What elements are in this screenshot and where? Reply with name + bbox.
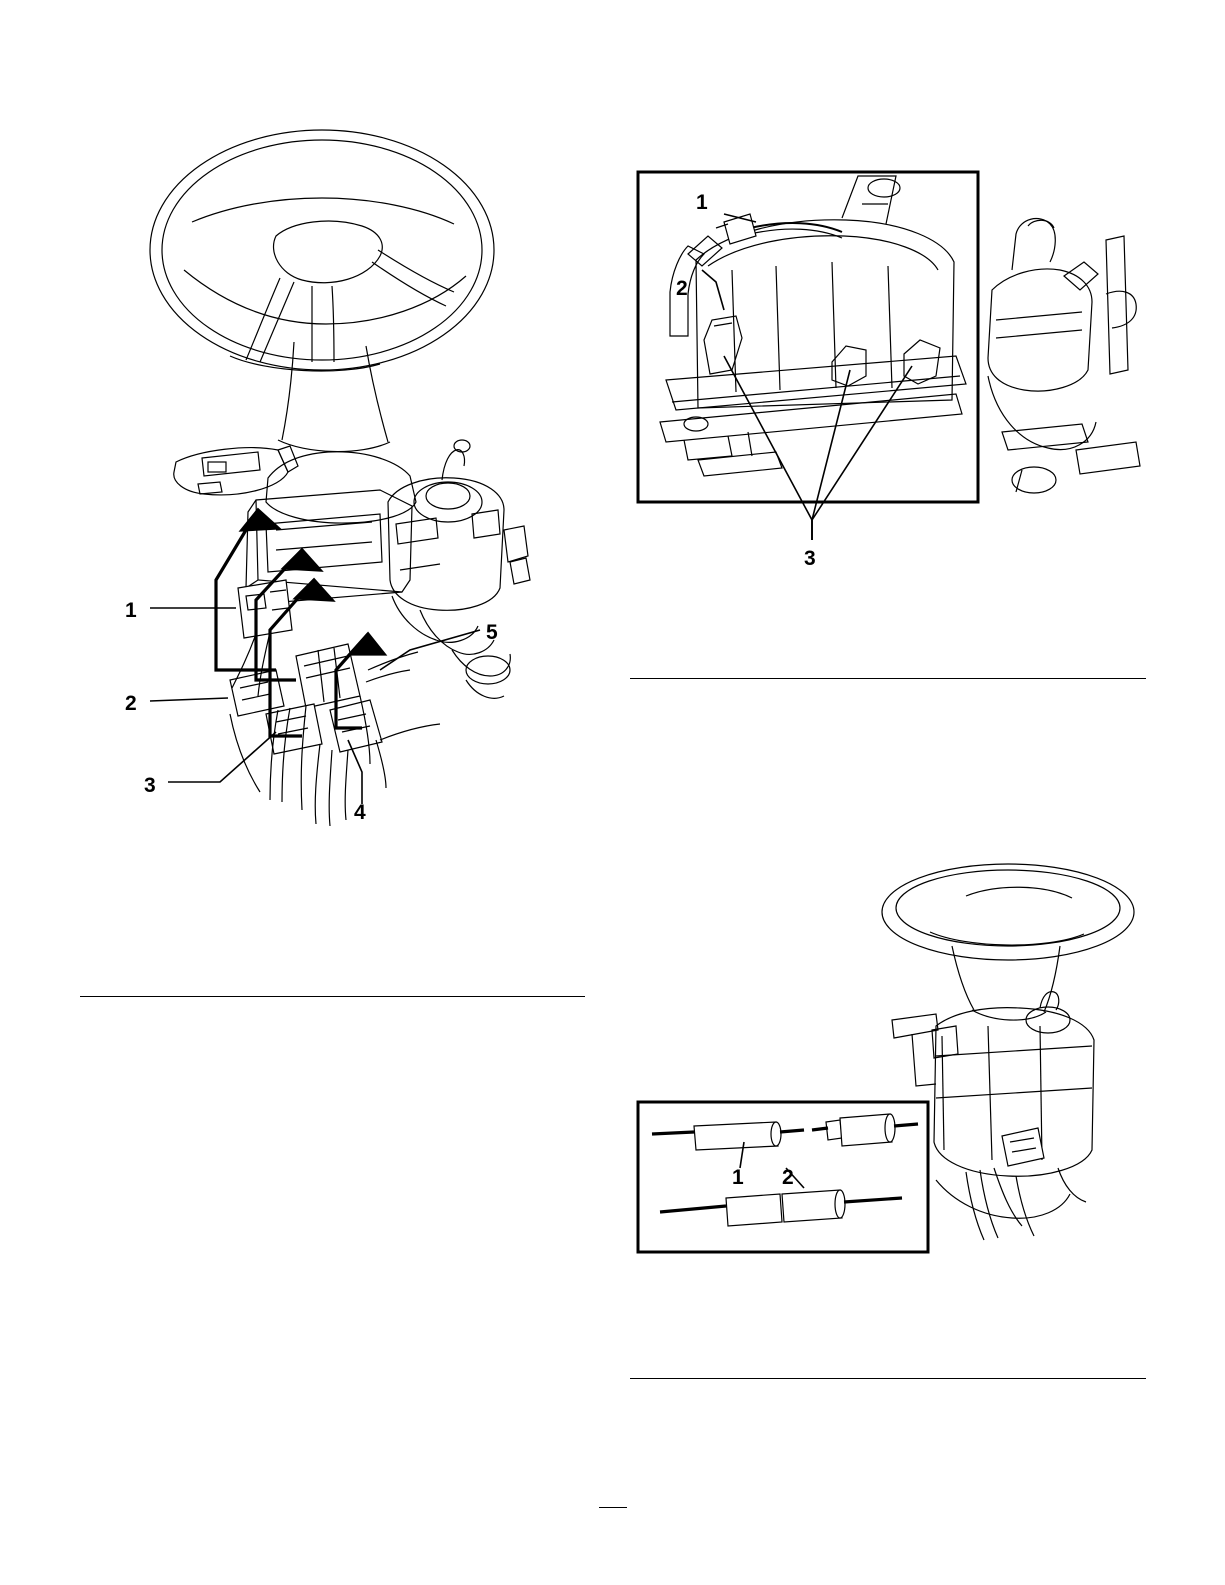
callout-2: 2 (125, 692, 137, 715)
figure-console-mount (636, 170, 1146, 590)
callout-3: 3 (144, 774, 156, 797)
figure-steering-column-harness (80, 110, 600, 850)
rule-right-upper (630, 678, 1146, 679)
figure-2-artwork (636, 170, 1146, 590)
callout-1: 1 (732, 1166, 744, 1189)
figure-3-artwork (636, 850, 1146, 1270)
figure-1-leaders (80, 110, 600, 850)
callout-5: 5 (486, 621, 498, 644)
console-assembly-graphic (660, 176, 1140, 493)
callout-1: 1 (696, 191, 708, 214)
callout-2: 2 (782, 1166, 794, 1189)
page-number (599, 1490, 627, 1508)
rule-left-column (80, 996, 585, 997)
callout-3: 3 (804, 547, 816, 570)
page-footer (0, 1490, 1225, 1507)
figure-connector-splice (636, 850, 1146, 1270)
rule-right-lower (630, 1378, 1146, 1379)
callout-4: 4 (354, 801, 366, 824)
steering-column-graphic (882, 864, 1134, 1240)
callout-2: 2 (676, 277, 688, 300)
callout-1: 1 (125, 599, 137, 622)
